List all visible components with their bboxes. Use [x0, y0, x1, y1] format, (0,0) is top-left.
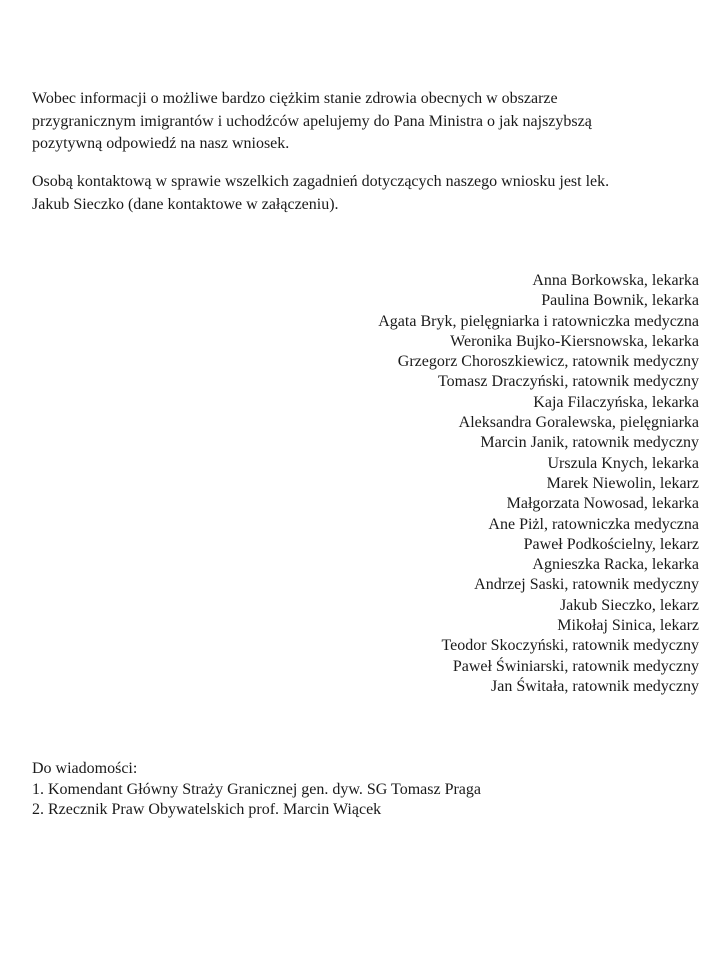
signatory: Weronika Bujko-Kiersnowska, lekarka — [450, 332, 699, 350]
cc-item: 2. Rzecznik Praw Obywatelskich prof. Marcin Wiącek — [32, 801, 382, 818]
signatory: Tomasz Draczyński, ratownik medyczny — [437, 373, 699, 391]
contact-paragraph — [32, 171, 692, 216]
signatories-list — [378, 271, 699, 697]
signatory: Małgorzata Nowosad, lekarka — [506, 495, 699, 513]
signatory: Agnieszka Racka, lekarka — [532, 556, 699, 574]
signatory: Paweł Podkościelny, lekarz — [523, 535, 699, 553]
appeal-paragraph — [32, 88, 692, 156]
cc-item: 1. Komendant Główny Straży Granicznej gen. dyw. SG Tomasz Praga — [32, 780, 481, 798]
appeal-line-1: Wobec informacji o możliwe bardzo ciężkim stanie zdrowia obecnych w obszarze — [32, 90, 558, 107]
signatory: Mikołaj Sinica, lekarz — [557, 617, 699, 635]
signatory: Paweł Świniarski, ratownik medyczny — [452, 657, 699, 675]
appeal-line-3: pozytywną odpowiedź na nasz wniosek. — [32, 135, 290, 152]
signatory: Anna Borkowska, lekarka — [532, 272, 699, 289]
signatory: Grzegorz Choroszkiewicz, ratownik medyczny — [397, 353, 699, 371]
signatory: Marcin Janik, ratownik medyczny — [480, 434, 699, 452]
cc-section — [32, 759, 481, 821]
signatory: Agata Bryk, pielęgniarka i ratowniczka medyczna — [378, 312, 699, 330]
signatory: Jakub Sieczko, lekarz — [559, 596, 699, 614]
appeal-line-2: przygranicznym imigrantów i uchodźców apelujemy do Pana Ministra o jak najszybszą — [32, 112, 592, 130]
signatory: Paulina Bownik, lekarka — [541, 292, 699, 310]
signatory: Urszula Knych, lekarka — [547, 454, 699, 472]
signatory: Jan Świtała, ratownik medyczny — [491, 677, 699, 695]
signatory: Marek Niewolin, lekarz — [546, 474, 699, 492]
signatory: Aleksandra Goralewska, pielęgniarka — [458, 414, 699, 432]
contact-line-2: Jakub Sieczko (dane kontaktowe w załączeniu). — [32, 195, 339, 213]
signatory: Kaja Filaczyńska, lekarka — [533, 393, 699, 411]
contact-line-1: Osobą kontaktową w sprawie wszelkich zagadnień dotyczących naszego wniosku jest lek. — [32, 173, 610, 190]
cc-heading: Do wiadomości: — [32, 760, 138, 777]
signatory: Ane Piżl, ratowniczka medyczna — [488, 515, 699, 533]
signatory: Teodor Skoczyński, ratownik medyczny — [441, 637, 699, 655]
signatory: Andrzej Saski, ratownik medyczny — [474, 576, 699, 594]
